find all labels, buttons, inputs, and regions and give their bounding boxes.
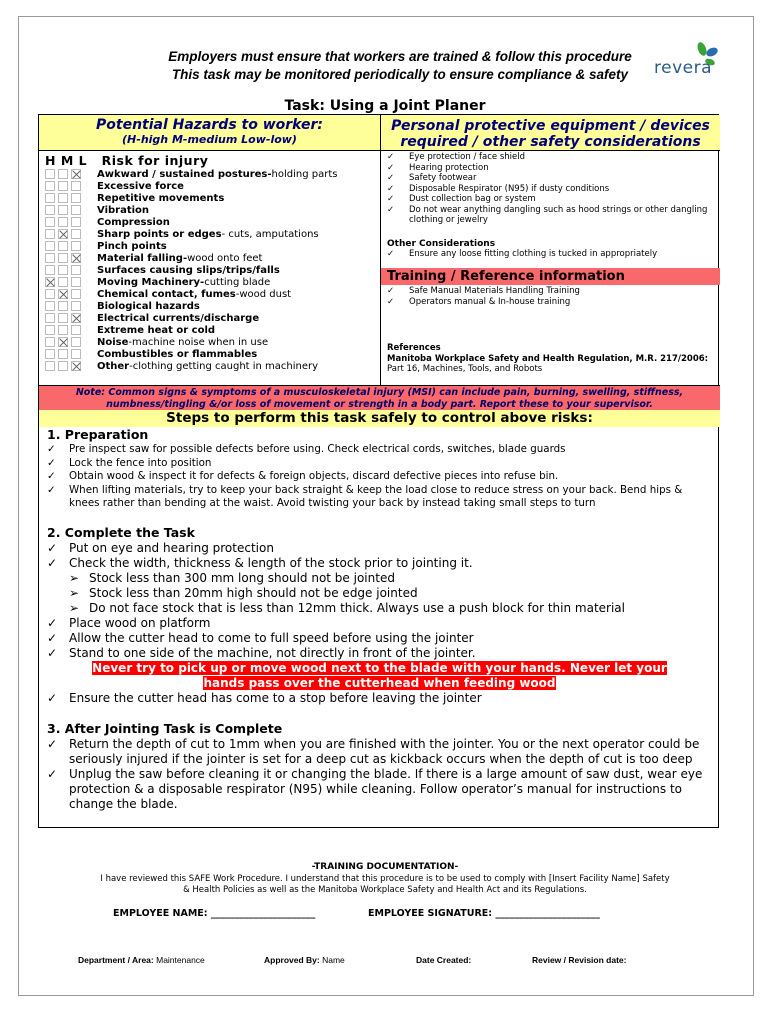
step-item xyxy=(47,631,712,646)
approved-field xyxy=(264,955,345,965)
risk-row xyxy=(45,168,380,180)
training-panel xyxy=(381,286,720,307)
references-title: References xyxy=(387,343,441,353)
stock-rule-item-text: Do not face stock that is less than 12mm thick. Always use a push block for thin material xyxy=(89,600,625,615)
ppe-item-text: Eye protection / face shield xyxy=(409,152,525,162)
risk-row xyxy=(45,216,380,228)
rating-checkbox[interactable] xyxy=(71,301,81,311)
rating-checkbox[interactable] xyxy=(45,361,55,371)
risk-rating-boxes xyxy=(45,229,97,239)
rating-checkbox[interactable] xyxy=(45,349,55,359)
risk-rating-boxes xyxy=(45,181,97,191)
section-complete-list xyxy=(47,541,712,571)
section-preparation-title: 1. Preparation xyxy=(47,427,149,442)
ppe-item-text: Dust collection bag or system xyxy=(409,194,536,204)
rating-checkbox[interactable] xyxy=(45,325,55,335)
risk-label-bold: Excessive force xyxy=(97,180,184,192)
checkmark-icon: ✓ xyxy=(47,443,56,455)
risk-label-bold: Extreme heat or cold xyxy=(97,324,216,336)
risk-label xyxy=(97,361,318,372)
training-documentation-title: -TRAINING DOCUMENTATION- xyxy=(311,862,459,872)
rating-checkbox[interactable] xyxy=(71,205,81,215)
risk-row xyxy=(45,192,380,204)
risk-row xyxy=(45,348,380,360)
checkmark-icon: ✓ xyxy=(47,766,58,781)
employee-signature-field[interactable]: EMPLOYEE SIGNATURE: ______________________ xyxy=(368,908,600,919)
consideration-item xyxy=(387,249,720,260)
risk-list xyxy=(45,168,380,372)
risk-rating-boxes xyxy=(45,277,97,287)
risk-label xyxy=(97,349,257,360)
rating-checkbox[interactable] xyxy=(45,337,55,347)
risk-label-bold: Surfaces causing slips/trips/falls xyxy=(97,264,280,276)
risk-label xyxy=(97,277,270,288)
rating-checkbox[interactable] xyxy=(71,325,81,335)
checkmark-icon: ✓ xyxy=(387,173,395,183)
step-item-text: Lock the fence into position xyxy=(69,456,212,469)
training-item xyxy=(387,286,720,297)
risk-rating-boxes xyxy=(45,289,97,299)
stock-rules-list xyxy=(47,571,712,616)
department-value: Maintenance xyxy=(156,955,205,965)
step-item xyxy=(47,616,712,631)
section-complete-list-2 xyxy=(47,616,712,661)
msi-note xyxy=(39,385,720,410)
review-date-field xyxy=(532,955,626,965)
risk-row xyxy=(45,228,380,240)
task-title: Task: Using a Joint Planer xyxy=(284,98,486,114)
training-item xyxy=(387,297,720,308)
rating-checkbox[interactable] xyxy=(45,265,55,275)
revera-logo xyxy=(650,40,730,80)
risk-label xyxy=(97,169,338,180)
risk-label-detail: cutting blade xyxy=(204,276,271,288)
risk-label xyxy=(97,301,200,312)
rating-checkbox[interactable] xyxy=(45,217,55,227)
rating-checkbox[interactable] xyxy=(58,205,68,215)
rating-checkbox[interactable] xyxy=(58,349,68,359)
msi-note-line-2: numbness/tingling &/or loss of movement or strength in a body part. Report these to your supervisor. xyxy=(106,399,653,410)
checkmark-icon: ✓ xyxy=(387,204,395,215)
checkmark-icon: ✓ xyxy=(387,152,395,162)
checkmark-icon: ✓ xyxy=(387,183,395,194)
risk-row xyxy=(45,180,380,192)
step-item-text: Place wood on platform xyxy=(69,615,211,630)
rating-checkbox[interactable] xyxy=(71,277,81,287)
risk-row xyxy=(45,360,380,372)
rating-checkbox[interactable] xyxy=(58,301,68,311)
arrow-bullet-icon: ➢ xyxy=(69,600,80,615)
risk-label-bold: Awkward / sustained postures- xyxy=(97,168,272,180)
risk-rating-boxes xyxy=(45,241,97,251)
references-regulation: Manitoba Workplace Safety and Health Regulation, M.R. 217/2006: xyxy=(387,353,709,364)
risk-label-detail: -machine noise when in use xyxy=(128,336,269,348)
rating-checkbox[interactable] xyxy=(71,193,81,203)
rating-checkbox[interactable] xyxy=(71,241,81,251)
checkmark-icon: ✓ xyxy=(47,615,58,630)
risk-label xyxy=(97,193,224,204)
rating-checkbox[interactable] xyxy=(71,253,81,263)
rating-checkbox[interactable] xyxy=(45,229,55,239)
ppe-item xyxy=(387,163,720,174)
risk-row xyxy=(45,240,380,252)
risk-rating-boxes xyxy=(45,205,97,215)
step-item-text: When lifting materials, try to keep your back straight & keep the load close to reduce stress on your back. Bend hips & knees rather than bending at the waist. Avoid twisting your back by instead taking small steps to turn xyxy=(69,483,683,509)
rating-checkbox[interactable] xyxy=(58,241,68,251)
steps-body xyxy=(39,427,720,812)
rating-checkbox[interactable] xyxy=(58,337,68,347)
procedure-table xyxy=(38,114,719,828)
rating-checkbox[interactable] xyxy=(45,181,55,191)
risk-label xyxy=(97,325,215,336)
hml-label: H M L xyxy=(45,153,88,168)
risk-rating-boxes xyxy=(45,349,97,359)
rating-checkbox[interactable] xyxy=(71,349,81,359)
rating-checkbox[interactable] xyxy=(58,253,68,263)
rating-checkbox[interactable] xyxy=(45,241,55,251)
step-item xyxy=(47,484,712,511)
ppe-item xyxy=(387,184,720,195)
risk-label-detail: -wood dust xyxy=(235,288,292,300)
other-considerations-list xyxy=(387,249,720,260)
ppe-item xyxy=(387,152,720,163)
checkmark-icon: ✓ xyxy=(387,248,395,259)
risk-label xyxy=(97,337,268,348)
risk-row xyxy=(45,264,380,276)
rating-checkbox[interactable] xyxy=(45,301,55,311)
ppe-title-1: Personal protective equipment / devices xyxy=(391,118,710,134)
checkmark-icon: ✓ xyxy=(47,555,58,570)
step-item-text: Unplug the saw before cleaning it or changing the blade. If there is a large amount of saw dust, wear eye protection & a disposable respirator (N95) while cleaning. Follow operator’s manual for instructions to change the blade. xyxy=(69,766,703,811)
rating-checkbox[interactable] xyxy=(58,289,68,299)
section-complete-title: 2. Complete the Task xyxy=(47,524,195,540)
references-part: Part 16, Machines, Tools, and Robots xyxy=(387,364,543,374)
rating-checkbox[interactable] xyxy=(71,229,81,239)
risk-label-detail: wood onto feet xyxy=(187,252,263,264)
date-created-field xyxy=(416,955,471,965)
risk-row xyxy=(45,288,380,300)
rating-checkbox[interactable] xyxy=(58,169,68,179)
employee-name-field[interactable]: EMPLOYEE NAME: ______________________ xyxy=(113,908,316,919)
rating-checkbox[interactable] xyxy=(58,193,68,203)
risk-title: Risk for injury xyxy=(101,153,209,168)
stock-rule-item xyxy=(47,571,712,586)
references xyxy=(381,343,720,375)
rating-checkbox[interactable] xyxy=(45,193,55,203)
stock-rule-item-text: Stock less than 20mm high should not be edge jointed xyxy=(89,585,418,600)
blade-warning-line-1: Never try to pick up or move wood next to the blade with your hands. Never let your xyxy=(92,660,667,675)
rating-checkbox[interactable] xyxy=(71,169,81,179)
rating-checkbox[interactable] xyxy=(71,217,81,227)
hazards-subtitle: (H-high M-medium Low-low) xyxy=(122,133,297,146)
approved-value: Name xyxy=(322,955,345,965)
checkmark-icon: ✓ xyxy=(47,630,58,645)
step-item-text: Pre inspect saw for possible defects before using. Check electrical cords, switches, blade guards xyxy=(69,443,566,455)
ppe-item xyxy=(387,194,720,205)
risk-row xyxy=(45,252,380,264)
risk-label xyxy=(97,253,262,264)
section-complete-list-3 xyxy=(47,691,712,706)
training-documentation-text: I have reviewed this SAFE Work Procedure. I understand that this procedure is to be used to comply with [Insert Facility Name] Safety & Health Policies as well as the Manitoba Workplace Safety and Health Act and its Regulations. xyxy=(100,874,670,895)
logo-text: revera xyxy=(654,58,713,78)
approved-label: Approved By: xyxy=(264,955,320,965)
risk-row xyxy=(45,276,380,288)
rating-checkbox[interactable] xyxy=(58,265,68,275)
department-label: Department / Area: xyxy=(78,955,154,965)
risk-heading xyxy=(45,153,380,168)
risk-row xyxy=(45,312,380,324)
risk-label-bold: Combustibles or flammables xyxy=(97,348,258,360)
step-item xyxy=(47,541,712,556)
rating-checkbox[interactable] xyxy=(71,289,81,299)
ppe-panel xyxy=(381,151,720,259)
consideration-item-text: Ensure any loose fitting clothing is tucked in appropriately xyxy=(409,248,658,259)
step-item xyxy=(47,556,712,571)
steps-title: Steps to perform this task safely to control above risks: xyxy=(39,410,720,427)
rating-checkbox[interactable] xyxy=(45,253,55,263)
checkmark-icon: ✓ xyxy=(387,286,395,296)
rating-checkbox[interactable] xyxy=(45,169,55,179)
training-list xyxy=(387,286,720,307)
ppe-item-text: Safety footwear xyxy=(409,173,477,183)
risk-row xyxy=(45,336,380,348)
rating-checkbox[interactable] xyxy=(58,361,68,371)
rating-checkbox[interactable] xyxy=(58,181,68,191)
section-preparation-list xyxy=(47,443,712,511)
step-item xyxy=(47,737,712,767)
risk-rating-boxes xyxy=(45,253,97,263)
rating-checkbox[interactable] xyxy=(58,313,68,323)
risk-row xyxy=(45,204,380,216)
other-considerations-title: Other Considerations xyxy=(387,238,496,249)
risk-label xyxy=(97,217,170,228)
risk-rating-boxes xyxy=(45,313,97,323)
checkmark-icon: ✓ xyxy=(387,194,395,204)
checkmark-icon: ✓ xyxy=(47,540,58,555)
header-line-1: Employers must ensure that workers are trained & follow this procedure xyxy=(168,49,632,64)
arrow-bullet-icon: ➢ xyxy=(69,585,80,600)
checkmark-icon: ✓ xyxy=(47,690,58,705)
risk-rating-boxes xyxy=(45,337,97,347)
risk-label xyxy=(97,289,291,300)
ppe-header xyxy=(381,115,720,151)
checkmark-icon: ✓ xyxy=(47,736,58,751)
training-item-text: Operators manual & In-house training xyxy=(409,296,571,307)
training-item-text: Safe Manual Materials Handling Training xyxy=(409,286,580,296)
blade-warning-line-2: hands pass over the cutterhead when feeding wood xyxy=(203,675,556,690)
risk-rating-boxes xyxy=(45,217,97,227)
risk-label-bold: Sharp points or edges xyxy=(97,228,222,240)
checkmark-icon: ✓ xyxy=(47,645,58,660)
step-item xyxy=(47,646,712,661)
checkmark-icon: ✓ xyxy=(387,296,395,307)
risk-label-bold: Compression xyxy=(97,216,170,228)
rating-checkbox[interactable] xyxy=(58,277,68,287)
risk-label-bold: Repetitive movements xyxy=(97,192,225,204)
checkmark-icon: ✓ xyxy=(387,162,395,173)
step-item xyxy=(47,470,712,484)
risk-label-bold: Noise xyxy=(97,336,129,348)
risk-label-bold: Vibration xyxy=(97,204,150,216)
risk-label-bold: Chemical contact, fumes xyxy=(97,288,236,300)
risk-label-bold: Pinch points xyxy=(97,240,167,252)
risk-label xyxy=(97,181,184,192)
ppe-item xyxy=(387,173,720,184)
header-notice xyxy=(160,48,640,84)
rating-checkbox[interactable] xyxy=(58,325,68,335)
risk-label xyxy=(97,241,167,252)
arrow-bullet-icon: ➢ xyxy=(69,570,80,585)
risk-label-bold: Electrical currents/discharge xyxy=(97,312,260,324)
stock-rule-item-text: Stock less than 300 mm long should not be jointed xyxy=(89,570,395,585)
hazards-title: Potential Hazards to worker: xyxy=(96,117,323,133)
risk-label xyxy=(97,265,280,276)
rating-checkbox[interactable] xyxy=(45,205,55,215)
risk-rating-boxes xyxy=(45,361,97,371)
risk-label-detail: holding parts xyxy=(271,168,338,180)
risk-label xyxy=(97,313,259,324)
msi-note-line-1: Note: Common signs & symptoms of a musculoskeletal injury (MSI) can include pain, burning, swelling, stiffness, xyxy=(75,387,684,398)
stock-rule-item xyxy=(47,586,712,601)
rating-checkbox[interactable] xyxy=(71,313,81,323)
risk-label-bold: Other xyxy=(97,360,130,372)
header-line-2: This task may be monitored periodically to ensure compliance & safety xyxy=(171,67,629,82)
ppe-item-text: Do not wear anything dangling such as hood strings or other dangling clothing or jewelry xyxy=(409,204,708,225)
risk-panel xyxy=(39,151,381,385)
step-item-text: Obtain wood & inspect it for defects & foreign objects, discard defective pieces into refuse bin. xyxy=(69,470,559,482)
ppe-item-text: Hearing protection xyxy=(409,162,489,173)
step-item-text: Return the depth of cut to 1mm when you are finished with the jointer. You or the next operator could be seriously injured if the jointer is set for a deep cut as kickback occurs when the depth of cut is too deep xyxy=(69,736,700,766)
rating-checkbox[interactable] xyxy=(45,277,55,287)
risk-label xyxy=(97,205,149,216)
step-item-text: Put on eye and hearing protection xyxy=(69,540,274,555)
ppe-item xyxy=(387,205,720,226)
risk-row xyxy=(45,300,380,312)
rating-checkbox[interactable] xyxy=(58,217,68,227)
rating-checkbox[interactable] xyxy=(45,313,55,323)
date-created-label: Date Created: xyxy=(416,955,472,965)
department-field xyxy=(78,955,205,965)
rating-checkbox[interactable] xyxy=(71,265,81,275)
risk-label-bold: Moving Machinery- xyxy=(97,276,205,288)
step-item-text: Ensure the cutter head has come to a stop before leaving the jointer xyxy=(69,690,482,705)
checkmark-icon: ✓ xyxy=(47,456,56,469)
rating-checkbox[interactable] xyxy=(45,289,55,299)
risk-label-detail: -clothing getting caught in machinery xyxy=(129,360,319,372)
ppe-list xyxy=(387,152,720,226)
rating-checkbox[interactable] xyxy=(71,361,81,371)
checkmark-icon: ✓ xyxy=(47,483,56,496)
step-item xyxy=(47,443,712,457)
risk-label-detail: - cuts, amputations xyxy=(221,228,319,240)
review-date-label: Review / Revision date: xyxy=(532,955,627,965)
step-item xyxy=(47,691,712,706)
step-item-text: Allow the cutter head to come to full speed before using the jointer xyxy=(69,630,474,645)
stock-rule-item xyxy=(47,601,712,616)
risk-rating-boxes xyxy=(45,265,97,275)
step-item-text: Check the width, thickness & length of the stock prior to jointing it. xyxy=(69,555,473,570)
ppe-title-2: required / other safety considerations xyxy=(400,134,701,150)
risk-rating-boxes xyxy=(45,325,97,335)
risk-label-bold: Biological hazards xyxy=(97,300,200,312)
ppe-item-text: Disposable Respirator (N95) if dusty conditions xyxy=(409,183,610,194)
blade-warning xyxy=(47,661,712,691)
risk-row xyxy=(45,324,380,336)
rating-checkbox[interactable] xyxy=(71,181,81,191)
risk-rating-boxes xyxy=(45,193,97,203)
rating-checkbox[interactable] xyxy=(58,229,68,239)
step-item-text: Stand to one side of the machine, not directly in front of the jointer. xyxy=(69,645,476,660)
risk-label-bold: Material falling- xyxy=(97,252,188,264)
hazards-header xyxy=(39,115,381,151)
training-header: Training / Reference information xyxy=(381,268,720,285)
section-after-list xyxy=(47,737,712,812)
risk-rating-boxes xyxy=(45,301,97,311)
checkmark-icon: ✓ xyxy=(47,470,56,482)
rating-checkbox[interactable] xyxy=(71,337,81,347)
step-item xyxy=(47,767,712,812)
risk-rating-boxes xyxy=(45,169,97,179)
section-after-title: 3. After Jointing Task is Complete xyxy=(47,720,283,736)
risk-label xyxy=(97,229,319,240)
step-item xyxy=(47,457,712,471)
